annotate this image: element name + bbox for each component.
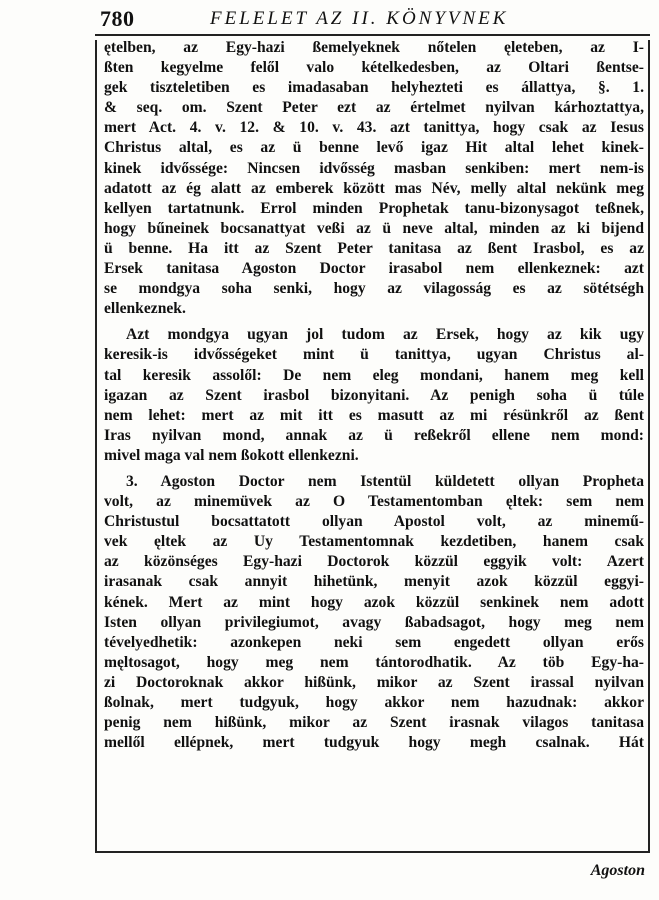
text-line: 3. Agoston Doctor nem Istentül küldetett ollyan Propheta (126, 472, 644, 490)
text-line: mellől ellépnek, mert tudgyuk hogy megh csalnak. Hát (104, 734, 644, 752)
body-text (104, 38, 644, 753)
text-line: Isten ollyan privilegiumot, avagy ßabadsagot, hogy meg nem (104, 613, 644, 631)
text-line: kének. Mert az mint hogy azok közzül senkinek nem adott (104, 593, 644, 611)
text-line: az közönséges Egy-hazi Doctorok közzül eggyik volt: Azert (104, 553, 644, 571)
text-line: ßten kegyelme felől valo kételkedesben, az Oltari ßentse- (104, 59, 644, 77)
text-line: Iras nyilvan mond, annak az ü reßekről ellene nem mond: (104, 426, 644, 444)
text-line: vek ęltek az Uy Testamentomnak kezdetiben, hanem csak (104, 533, 644, 551)
text-line: ü benne. Ha itt az Szent Peter tanitasa az ßent Irasbol, es az (104, 239, 644, 257)
text-line: Azt mondgya ugyan jol tudom az Ersek, hogy az kik ugy (126, 326, 644, 344)
footer-rule (95, 851, 650, 853)
paragraph-2 (104, 325, 644, 466)
text-line: Christustul bocsattatott ollyan Apostol volt, az minemű- (104, 513, 644, 531)
text-line: ßolnak, mert tudgyuk, hogy akkor nem hazudnak: akkor (104, 694, 644, 711)
text-line: gek tiszteletiben es imadasaban helyhezteti es állattya, §. 1. (104, 79, 644, 97)
text-line: tal keresik assolől: De nem eleg mondani, hanem meg kell (104, 366, 644, 384)
text-line: keresik-is idvősségeket mint ü tanittya, ugyan Christus al- (104, 346, 644, 364)
text-line: ętelben, az Egy-hazi ßemelyeknek nőtelen ęleteben, az I- (104, 39, 644, 56)
text-line: mivel maga val nem ßokott ellenkezni. (104, 446, 359, 464)
running-head: FELELET AZ II. KÖNYVNEK (210, 8, 509, 29)
text-line: & seq. om. Szent Peter ezt az értelmet nyilvan kárhoztattya, (104, 99, 644, 117)
text-line: irasanak csak annyit hihetünk, menyit azok közzül eggyi- (104, 573, 644, 591)
text-line: adatott az ég alatt az emberek között mas Név, melly altal nekünk meg (104, 179, 644, 197)
page-header (92, 4, 652, 32)
right-margin-rule (648, 40, 650, 852)
text-line: nem lehet: mert az mit itt es masutt az mi résünkről az ßent (104, 406, 644, 424)
text-line: se mondgya soha senki, hogy az vilagosság es az sötétségh (104, 280, 644, 298)
paragraph-3 (104, 472, 644, 753)
text-line: Christus altal, es az ü benne levő igaz Hit altal lehet kinek- (104, 139, 644, 157)
text-line: penig nem hißünk, mikor az Szent irasnak vilagos tanitasa (104, 714, 644, 732)
catchword: Agoston (590, 862, 645, 879)
text-line: mert Act. 4. v. 12. & 10. v. 43. azt tanittya, hogy csak az Iesus (104, 119, 644, 137)
text-line: kinek idvőssége: Nincsen idvősség masban senkiben: mert nem-is (104, 159, 644, 177)
text-line: ellenkeznek. (104, 300, 186, 318)
page-number: 780 (100, 6, 135, 31)
text-line: kellyen tartatnunk. Errol minden Prophetak tanu-bizonysagot teßnek, (104, 199, 644, 217)
paragraph-1 (104, 38, 644, 319)
text-line: hogy bűneinek bocsanattyat veßi az ü neve altal, minden az ki bijend (104, 219, 644, 237)
text-line: igazan az Szent irasbol bizonyitani. Az penigh soha ü túle (104, 386, 644, 404)
header-rule (95, 34, 650, 36)
left-margin-rule (95, 40, 97, 852)
text-line: tévelyedhetik: azonkepen neki sem engedett ollyan erős (104, 633, 644, 651)
text-line: volt, az minemüvek az O Testamentomban ęltek: sem nem (104, 493, 644, 511)
text-line: Ersek tanitasa Agoston Doctor irasabol nem ellenkeznek: azt (104, 260, 644, 278)
text-line: zi Doctoroknak akkor hißünk, mikor az Szent irassal nyilvan (104, 673, 644, 691)
text-line: męltosagot, hogy meg nem tántorodhatik. Az töb Egy-ha- (104, 653, 644, 671)
